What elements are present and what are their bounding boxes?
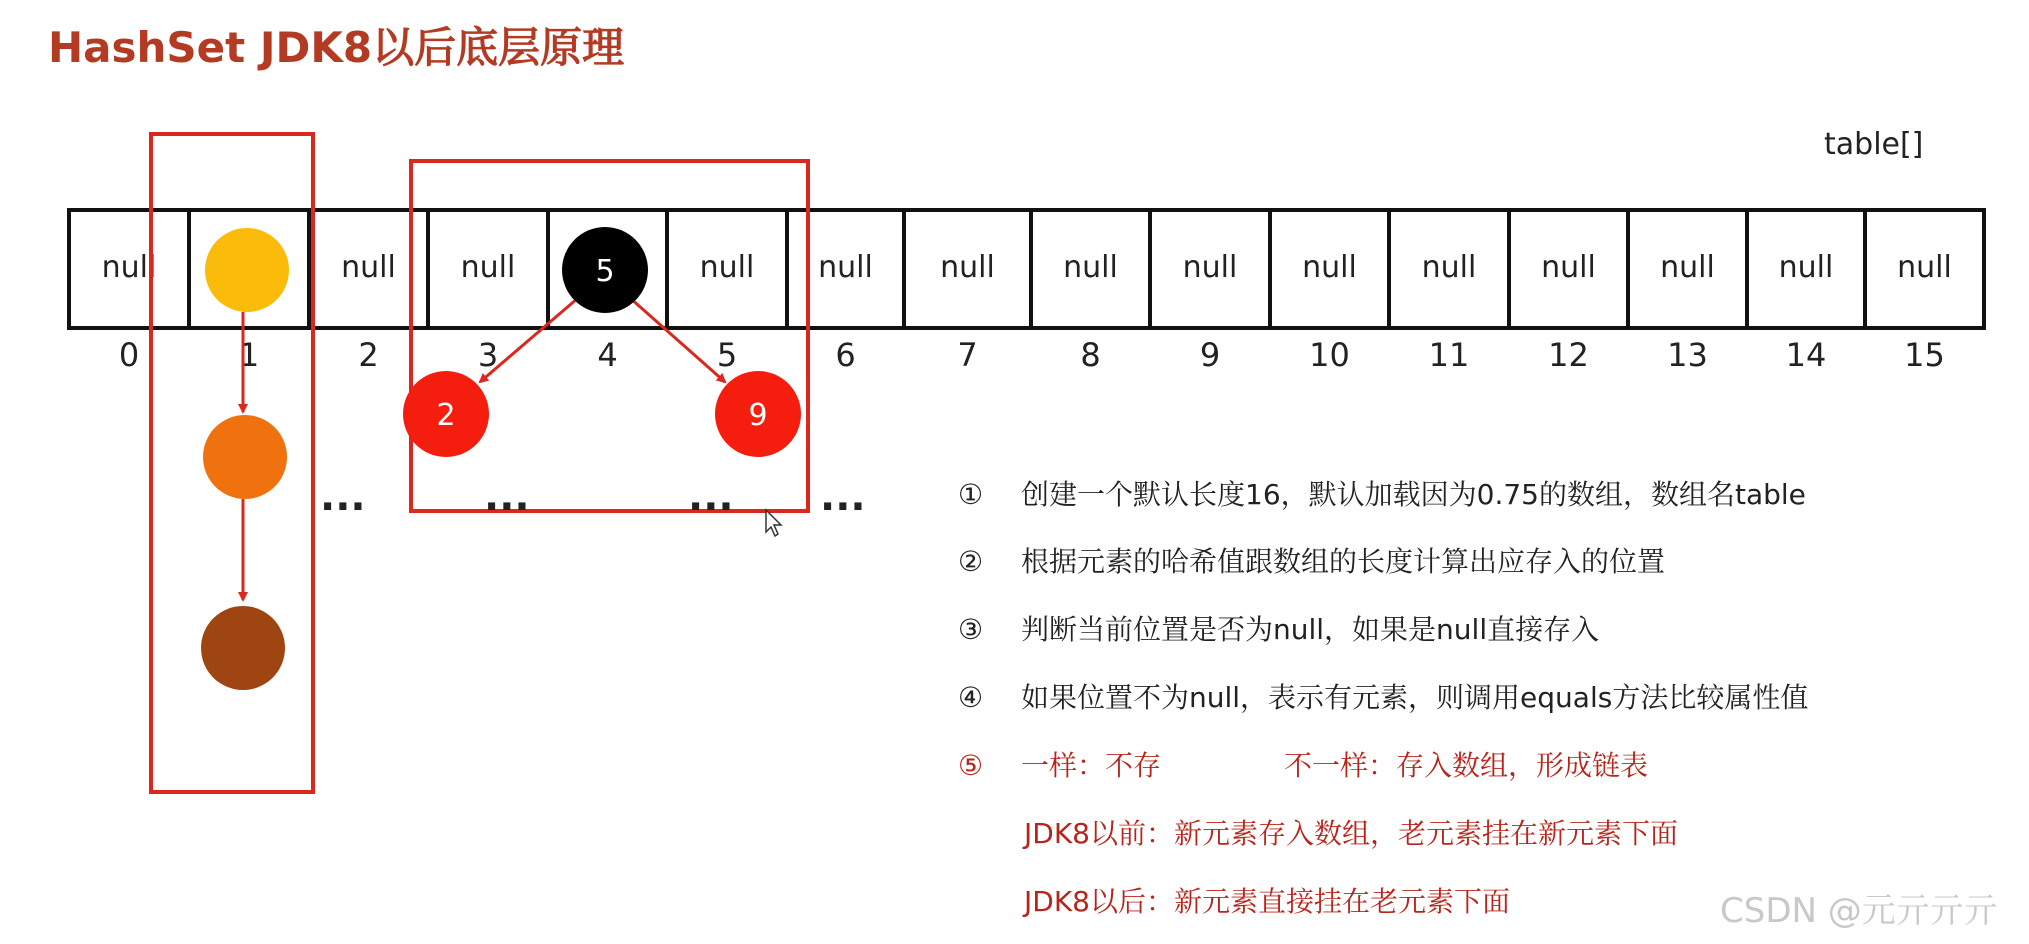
tree-root-label: 5 xyxy=(595,254,615,289)
array-cell-value: null xyxy=(1182,250,1238,285)
array-cell-value: null xyxy=(1541,250,1596,285)
array-index-label: 13 xyxy=(1667,336,1708,374)
array-index-label: 4 xyxy=(597,336,618,374)
page-title: HashSet JDK8以后底层原理 xyxy=(48,23,625,72)
ellipsis: ... xyxy=(320,474,366,520)
array-index-label: 2 xyxy=(358,336,379,374)
tree-left-label: 2 xyxy=(436,398,456,433)
array-cell-value: null xyxy=(101,250,157,285)
step-5-after-jdk8: JDK8以后：新元素直接挂在老元素下面 xyxy=(1024,885,1510,918)
step-5-different: 不一样：存入数组，形成链表 xyxy=(1284,749,1649,782)
array-index-labels xyxy=(119,336,1945,374)
array-index-label: 8 xyxy=(1080,336,1101,374)
ellipsis: ... xyxy=(688,474,734,520)
step-2-text: 根据元素的哈希值跟数组的长度计算出应存入的位置 xyxy=(1021,545,1666,578)
ellipsis: ... xyxy=(820,474,866,520)
table-label: table[] xyxy=(1824,127,1924,162)
step-5-same: 一样：不存 xyxy=(1021,749,1162,782)
array-index-label: 15 xyxy=(1904,336,1945,374)
array-cell-value: null xyxy=(1302,250,1357,285)
tree-right-label: 9 xyxy=(748,398,768,433)
array-index-label: 14 xyxy=(1785,336,1827,374)
array-cell-value: null xyxy=(460,250,516,285)
array-index-label: 6 xyxy=(835,336,856,374)
step-3-number: ③ xyxy=(958,613,984,646)
array-cell-value: null xyxy=(1778,250,1834,285)
hash-table-array xyxy=(69,210,1984,328)
step-5-before-jdk8: JDK8以前：新元素存入数组，老元素挂在新元素下面 xyxy=(1024,817,1678,850)
array-index-label: 3 xyxy=(477,336,499,374)
array-cell-value: null xyxy=(940,250,995,285)
step-4-number: ④ xyxy=(958,681,984,714)
array-index-label: 11 xyxy=(1428,336,1470,374)
watermark: CSDN @元亓亓亓 xyxy=(1720,891,1998,931)
array-index-label: 12 xyxy=(1548,336,1589,374)
list-node-yellow xyxy=(205,228,289,312)
array-cell-value: null xyxy=(1660,250,1715,285)
step-1-number: ① xyxy=(958,478,984,511)
step-4-text: 如果位置不为null，表示有元素，则调用equals方法比较属性值 xyxy=(1021,681,1809,714)
step-2-number: ② xyxy=(958,545,984,578)
array-cell-value: null xyxy=(341,250,396,285)
step-1-text: 创建一个默认长度16，默认加载因为0.75的数组，数组名table xyxy=(1021,478,1806,511)
list-node-orange xyxy=(203,415,287,499)
step-5-number: ⑤ xyxy=(958,749,984,782)
array-index-label: 7 xyxy=(957,336,978,374)
array-cell-value: null xyxy=(1063,250,1118,285)
list-node-brown xyxy=(201,606,285,690)
ellipsis: ... xyxy=(484,474,530,520)
array-cell-value: null xyxy=(699,250,755,285)
array-index-label: 1 xyxy=(238,336,260,374)
array-cell-value: null xyxy=(1897,250,1952,285)
array-cell-value: null xyxy=(1421,250,1477,285)
array-index-label: 5 xyxy=(716,336,738,374)
array-index-label: 0 xyxy=(118,336,140,374)
array-cell-value: null xyxy=(818,250,873,285)
mouse-cursor-icon xyxy=(766,510,781,536)
array-index-label: 9 xyxy=(1199,336,1221,374)
steps-list xyxy=(958,478,1808,918)
array-index-label: 10 xyxy=(1309,336,1350,374)
step-3-text: 判断当前位置是否为null，如果是null直接存入 xyxy=(1021,613,1600,646)
